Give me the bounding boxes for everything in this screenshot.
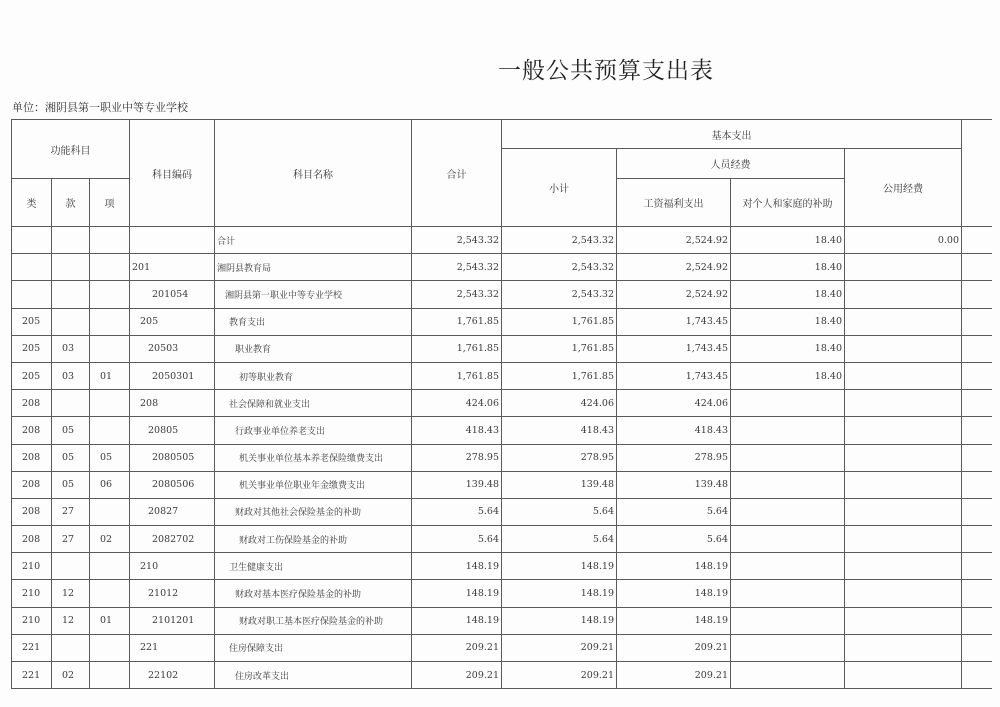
table-row: [12, 526, 992, 553]
cell-salary: 148.19: [617, 580, 731, 607]
cell-subject-name: 财政对其他社会保险基金的补助: [215, 498, 412, 525]
cell-xiang: [90, 662, 130, 689]
cell-xiang: [90, 308, 130, 335]
cell-extra: [962, 634, 992, 661]
cell-subsidy: [731, 444, 845, 471]
cell-xiang: [90, 580, 130, 607]
cell-subject-name: 财政对职工基本医疗保险基金的补助: [215, 607, 412, 634]
cell-subject-name: 湘阴县教育局: [215, 254, 412, 281]
table-row: [12, 553, 992, 580]
cell-total: 139.48: [412, 471, 502, 498]
cell-subject-code: 20503: [130, 335, 215, 362]
cell-total: 424.06: [412, 390, 502, 417]
cell-subject-code: 22102: [130, 662, 215, 689]
cell-extra: [962, 254, 992, 281]
table-row: [12, 335, 992, 362]
cell-lei: 205: [12, 308, 52, 335]
cell-kuan: 03: [52, 362, 90, 389]
cell-total: 1,761.85: [412, 335, 502, 362]
header-subject-name: 科目名称: [215, 120, 412, 227]
cell-total: 148.19: [412, 607, 502, 634]
cell-subject-name: 财政对工伤保险基金的补助: [215, 526, 412, 553]
cell-salary: 1,743.45: [617, 362, 731, 389]
cell-public-expense: [845, 526, 962, 553]
cell-kuan: 05: [52, 471, 90, 498]
cell-subject-code: 210: [130, 553, 215, 580]
cell-salary: 1,743.45: [617, 308, 731, 335]
table-row: [12, 662, 992, 689]
cell-public-expense: [845, 634, 962, 661]
cell-subject-name: 机关事业单位基本养老保险缴费支出: [215, 444, 412, 471]
header-extra-column: [962, 120, 992, 227]
cell-subtotal: 1,761.85: [502, 308, 617, 335]
cell-lei: [12, 227, 52, 254]
cell-subject-code: 205: [130, 308, 215, 335]
cell-lei: 210: [12, 607, 52, 634]
cell-total: 418.43: [412, 417, 502, 444]
table-row: [12, 308, 992, 335]
cell-public-expense: [845, 471, 962, 498]
cell-subsidy: [731, 580, 845, 607]
cell-public-expense: [845, 498, 962, 525]
cell-subject-name: 机关事业单位职业年金缴费支出: [215, 471, 412, 498]
cell-salary: 2,524.92: [617, 254, 731, 281]
cell-kuan: [52, 634, 90, 661]
cell-lei: 210: [12, 553, 52, 580]
cell-subsidy: [731, 662, 845, 689]
cell-total: 5.64: [412, 498, 502, 525]
cell-lei: 210: [12, 580, 52, 607]
header-subsidy: 对个人和家庭的补助: [731, 179, 845, 227]
table-row: [12, 227, 992, 254]
cell-subsidy: [731, 526, 845, 553]
cell-subject-code: 20805: [130, 417, 215, 444]
header-salary: 工资福利支出: [617, 179, 731, 227]
cell-kuan: 02: [52, 662, 90, 689]
cell-subject-name: 社会保障和就业支出: [215, 390, 412, 417]
cell-kuan: [52, 553, 90, 580]
cell-subsidy: [731, 498, 845, 525]
cell-subsidy: [731, 634, 845, 661]
cell-extra: [962, 417, 992, 444]
cell-subtotal: 2,543.32: [502, 281, 617, 308]
cell-total: 2,543.32: [412, 227, 502, 254]
cell-lei: 208: [12, 390, 52, 417]
cell-kuan: [52, 390, 90, 417]
cell-lei: 208: [12, 417, 52, 444]
cell-public-expense: [845, 362, 962, 389]
table-row: [12, 634, 992, 661]
cell-lei: 208: [12, 471, 52, 498]
cell-extra: [962, 227, 992, 254]
cell-public-expense: [845, 417, 962, 444]
cell-subtotal: 209.21: [502, 662, 617, 689]
cell-public-expense: [845, 254, 962, 281]
cell-public-expense: [845, 281, 962, 308]
cell-xiang: [90, 634, 130, 661]
table-row: [12, 254, 992, 281]
cell-salary: 418.43: [617, 417, 731, 444]
cell-total: 1,761.85: [412, 308, 502, 335]
cell-subsidy: [731, 417, 845, 444]
cell-total: 2,543.32: [412, 254, 502, 281]
cell-salary: 148.19: [617, 553, 731, 580]
cell-lei: 208: [12, 526, 52, 553]
header-xiang: 项: [90, 179, 130, 227]
cell-subject-name: 财政对基本医疗保险基金的补助: [215, 580, 412, 607]
cell-kuan: 05: [52, 444, 90, 471]
cell-subject-code: 201054: [130, 281, 215, 308]
cell-extra: [962, 308, 992, 335]
cell-subsidy: 18.40: [731, 281, 845, 308]
unit-label: 单位：湘阴县第一职业中等专业学校: [12, 101, 188, 114]
cell-subsidy: [731, 553, 845, 580]
cell-public-expense: [845, 607, 962, 634]
cell-lei: 208: [12, 444, 52, 471]
cell-kuan: [52, 308, 90, 335]
cell-extra: [962, 281, 992, 308]
cell-extra: [962, 553, 992, 580]
cell-lei: 221: [12, 662, 52, 689]
cell-extra: [962, 580, 992, 607]
cell-xiang: 01: [90, 362, 130, 389]
table-row: [12, 362, 992, 389]
cell-extra: [962, 526, 992, 553]
cell-extra: [962, 662, 992, 689]
cell-kuan: 27: [52, 498, 90, 525]
cell-kuan: [52, 254, 90, 281]
cell-subtotal: 278.95: [502, 444, 617, 471]
table-row: [12, 444, 992, 471]
header-subtotal: 小计: [502, 149, 617, 227]
cell-salary: 1,743.45: [617, 335, 731, 362]
cell-extra: [962, 471, 992, 498]
cell-extra: [962, 498, 992, 525]
cell-salary: 139.48: [617, 471, 731, 498]
header-public-expense: 公用经费: [845, 149, 962, 227]
cell-total: 1,761.85: [412, 362, 502, 389]
cell-kuan: [52, 227, 90, 254]
cell-lei: 221: [12, 634, 52, 661]
cell-subject-code: 2080506: [130, 471, 215, 498]
cell-subtotal: 1,761.85: [502, 362, 617, 389]
cell-subject-code: 2050301: [130, 362, 215, 389]
cell-subsidy: [731, 607, 845, 634]
header-personnel: 人员经费: [617, 149, 845, 179]
cell-lei: 205: [12, 335, 52, 362]
cell-extra: [962, 335, 992, 362]
cell-subject-name: 教育支出: [215, 308, 412, 335]
cell-public-expense: [845, 444, 962, 471]
cell-salary: 209.21: [617, 662, 731, 689]
cell-subject-code: 2082702: [130, 526, 215, 553]
cell-subsidy: 18.40: [731, 254, 845, 281]
header-lei: 类: [12, 179, 52, 227]
cell-total: 209.21: [412, 662, 502, 689]
cell-public-expense: [845, 308, 962, 335]
cell-subject-name: 行政事业单位养老支出: [215, 417, 412, 444]
cell-total: 5.64: [412, 526, 502, 553]
cell-xiang: [90, 390, 130, 417]
cell-salary: 148.19: [617, 607, 731, 634]
cell-kuan: 05: [52, 417, 90, 444]
cell-kuan: [52, 281, 90, 308]
cell-subject-name: 合计: [215, 227, 412, 254]
cell-subtotal: 148.19: [502, 553, 617, 580]
header-basic-expense: 基本支出: [502, 120, 962, 149]
cell-kuan: 12: [52, 580, 90, 607]
cell-xiang: [90, 417, 130, 444]
cell-lei: 208: [12, 498, 52, 525]
cell-kuan: 03: [52, 335, 90, 362]
budget-table: [11, 119, 992, 689]
cell-salary: 209.21: [617, 634, 731, 661]
cell-total: 2,543.32: [412, 281, 502, 308]
cell-public-expense: [845, 553, 962, 580]
cell-extra: [962, 390, 992, 417]
cell-kuan: 12: [52, 607, 90, 634]
cell-public-expense: [845, 662, 962, 689]
cell-xiang: [90, 335, 130, 362]
cell-salary: 278.95: [617, 444, 731, 471]
cell-extra: [962, 607, 992, 634]
cell-salary: 5.64: [617, 526, 731, 553]
page-title: 一般公共预算支出表: [498, 58, 714, 84]
cell-salary: 424.06: [617, 390, 731, 417]
cell-xiang: 06: [90, 471, 130, 498]
cell-subtotal: 148.19: [502, 607, 617, 634]
cell-lei: [12, 281, 52, 308]
cell-xiang: [90, 498, 130, 525]
cell-subject-name: 初等职业教育: [215, 362, 412, 389]
cell-subject-code: 20827: [130, 498, 215, 525]
cell-subtotal: 2,543.32: [502, 254, 617, 281]
cell-salary: 2,524.92: [617, 227, 731, 254]
cell-xiang: [90, 254, 130, 281]
cell-lei: [12, 254, 52, 281]
cell-subject-name: 湘阴县第一职业中等专业学校: [215, 281, 412, 308]
cell-total: 148.19: [412, 553, 502, 580]
cell-subtotal: 424.06: [502, 390, 617, 417]
cell-subtotal: 1,761.85: [502, 335, 617, 362]
cell-subtotal: 209.21: [502, 634, 617, 661]
header-kuan: 款: [52, 179, 90, 227]
cell-xiang: 02: [90, 526, 130, 553]
table-row: [12, 417, 992, 444]
cell-subject-name: 住房改革支出: [215, 662, 412, 689]
cell-subtotal: 418.43: [502, 417, 617, 444]
table-row: [12, 281, 992, 308]
cell-total: 278.95: [412, 444, 502, 471]
cell-subject-code: [130, 227, 215, 254]
cell-subsidy: 18.40: [731, 362, 845, 389]
cell-total: 148.19: [412, 580, 502, 607]
cell-subtotal: 148.19: [502, 580, 617, 607]
header-total: 合计: [412, 120, 502, 227]
table-row: [12, 580, 992, 607]
header-subject-code: 科目编码: [130, 120, 215, 227]
cell-kuan: 27: [52, 526, 90, 553]
cell-public-expense: [845, 335, 962, 362]
cell-public-expense: [845, 580, 962, 607]
header-func-subject: 功能科目: [12, 120, 130, 179]
cell-subject-name: 职业教育: [215, 335, 412, 362]
cell-subsidy: 18.40: [731, 308, 845, 335]
cell-subtotal: 2,543.32: [502, 227, 617, 254]
cell-subject-code: 21012: [130, 580, 215, 607]
cell-xiang: 05: [90, 444, 130, 471]
cell-subtotal: 139.48: [502, 471, 617, 498]
cell-subsidy: 18.40: [731, 335, 845, 362]
cell-extra: [962, 362, 992, 389]
cell-subject-code: 201: [130, 254, 215, 281]
cell-subject-code: 208: [130, 390, 215, 417]
cell-subject-code: 221: [130, 634, 215, 661]
cell-extra: [962, 444, 992, 471]
cell-total: 209.21: [412, 634, 502, 661]
cell-salary: 2,524.92: [617, 281, 731, 308]
cell-subject-code: 2101201: [130, 607, 215, 634]
cell-public-expense: 0.00: [845, 227, 962, 254]
cell-subtotal: 5.64: [502, 526, 617, 553]
cell-subsidy: [731, 390, 845, 417]
cell-salary: 5.64: [617, 498, 731, 525]
cell-subsidy: [731, 471, 845, 498]
cell-xiang: [90, 227, 130, 254]
cell-xiang: 01: [90, 607, 130, 634]
table-row: [12, 498, 992, 525]
cell-public-expense: [845, 390, 962, 417]
table-row: [12, 471, 992, 498]
cell-subject-name: 卫生健康支出: [215, 553, 412, 580]
cell-subtotal: 5.64: [502, 498, 617, 525]
table-row: [12, 607, 992, 634]
cell-xiang: [90, 281, 130, 308]
cell-xiang: [90, 553, 130, 580]
cell-subject-code: 2080505: [130, 444, 215, 471]
cell-subsidy: 18.40: [731, 227, 845, 254]
table-row: [12, 390, 992, 417]
cell-subject-name: 住房保障支出: [215, 634, 412, 661]
cell-lei: 205: [12, 362, 52, 389]
